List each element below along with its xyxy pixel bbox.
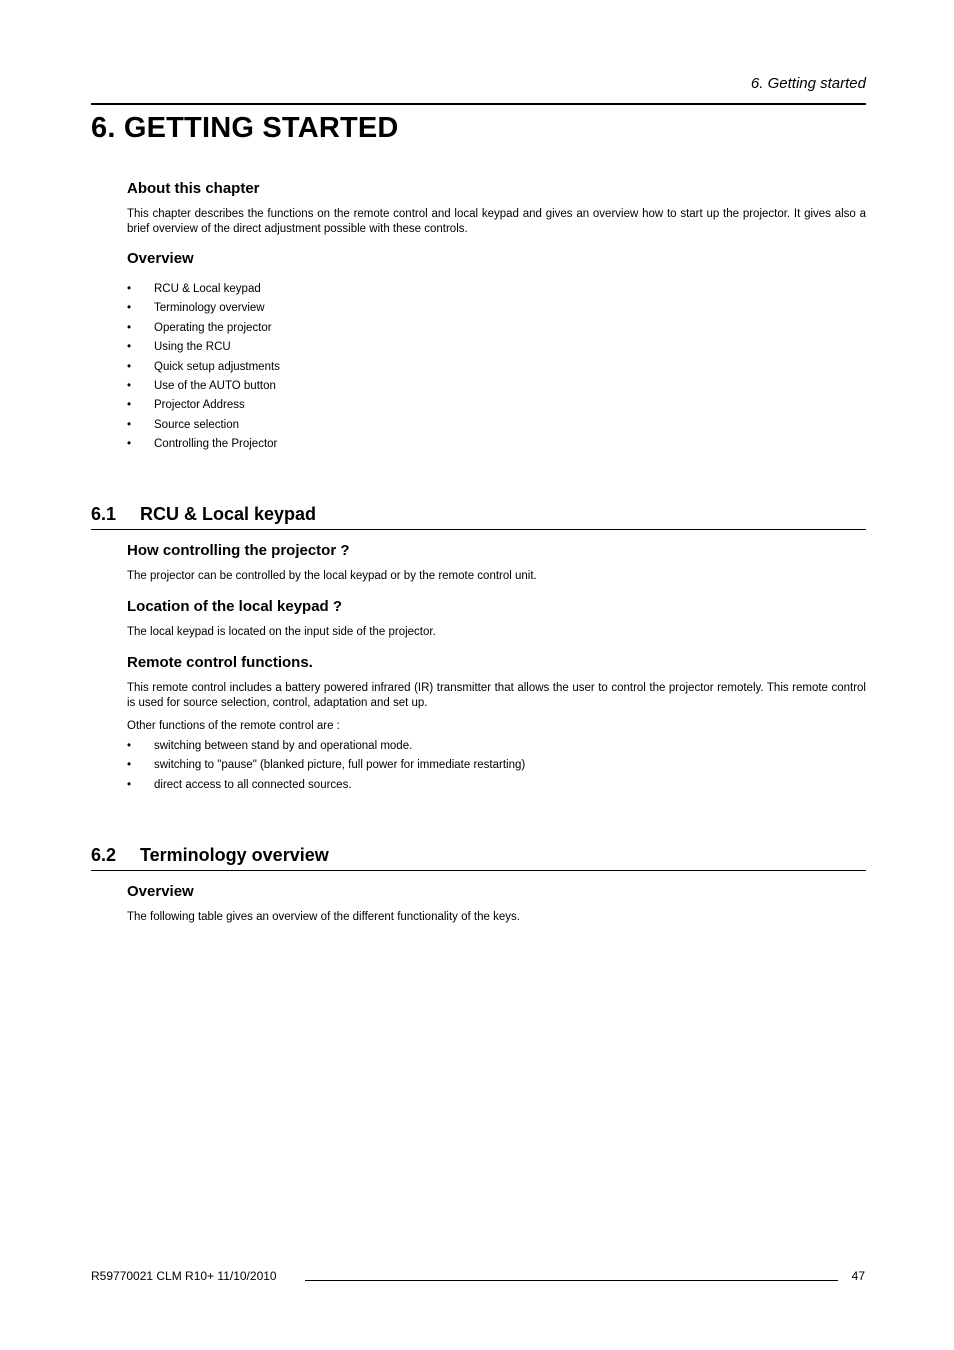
how-heading: How controlling the projector ? [127,542,350,559]
bullet-icon: • [127,379,132,392]
remote-heading: Remote control functions. [127,654,313,671]
section-rule [91,529,866,530]
bullet-icon: • [127,399,132,412]
overview-heading: Overview [127,250,194,267]
list-item[interactable]: • Source selection [127,416,280,435]
section-6-2-title [91,845,329,866]
bullet-icon: • [127,740,132,752]
list-item[interactable]: • Projector Address [127,396,280,415]
chapter-rule [91,103,866,105]
about-heading: About this chapter [127,180,260,197]
list-item[interactable]: • Use of the AUTO button [127,377,280,396]
bullet-icon: • [127,321,132,334]
location-heading: Location of the local keypad ? [127,598,343,615]
list-item[interactable]: • Using the RCU [127,338,280,357]
remote-functions-list [127,737,525,795]
bullet-icon: • [127,418,132,431]
list-item: • switching to "pause" (blanked picture, full power for immediate restarting) [127,756,525,775]
section-number: 6.2 [91,845,117,865]
footer-doc-ref: R59770021 CLM R10+ 11/10/2010 [91,1269,277,1283]
bullet-icon: • [127,360,132,373]
bullet-icon: • [127,778,132,791]
page-number: 47 [851,1269,865,1283]
bullet-icon: • [127,438,132,451]
list-item[interactable]: • Operating the projector [127,319,280,338]
footer-rule [305,1280,838,1281]
about-text: This chapter describes the functions on the remote control and local keypad and gives an overview how to start up the projector. It gives also a brief overview of the direct adjustment possible with these controls. [127,208,866,235]
running-header: 6. Getting started [750,75,866,92]
terminology-overview-text: The following table gives an overview of the different functionality of the keys. [127,911,520,923]
list-item: • direct access to all connected sources. [127,776,525,795]
list-item[interactable]: • RCU & Local keypad [127,280,280,299]
bullet-icon: • [127,283,132,295]
section-rule [91,870,866,871]
section-label: RCU & Local keypad [140,504,317,524]
other-functions-text: Other functions of the remote control are : [127,720,340,732]
bullet-icon: • [127,302,132,315]
list-item[interactable]: • Terminology overview [127,299,280,318]
bullet-icon: • [127,759,132,772]
location-text: The local keypad is located on the input side of the projector. [127,626,436,638]
overview-list [127,280,280,455]
remote-text: This remote control includes a battery powered infrared (IR) transmitter that allows the user to control the projector remotely. This remote control is used for source selection, control, adaptation and set up. [127,682,866,709]
section-6-1-title [91,504,316,525]
list-item: • switching between stand by and operational mode. [127,737,525,756]
section-number: 6.1 [91,504,117,524]
section-label: Terminology overview [140,845,329,865]
list-item[interactable]: • Controlling the Projector [127,435,280,454]
chapter-title: 6. GETTING STARTED [91,112,399,144]
how-text: The projector can be controlled by the local keypad or by the remote control unit. [127,570,537,582]
bullet-icon: • [127,341,132,354]
terminology-overview-heading: Overview [127,883,194,900]
list-item[interactable]: • Quick setup adjustments [127,358,280,377]
